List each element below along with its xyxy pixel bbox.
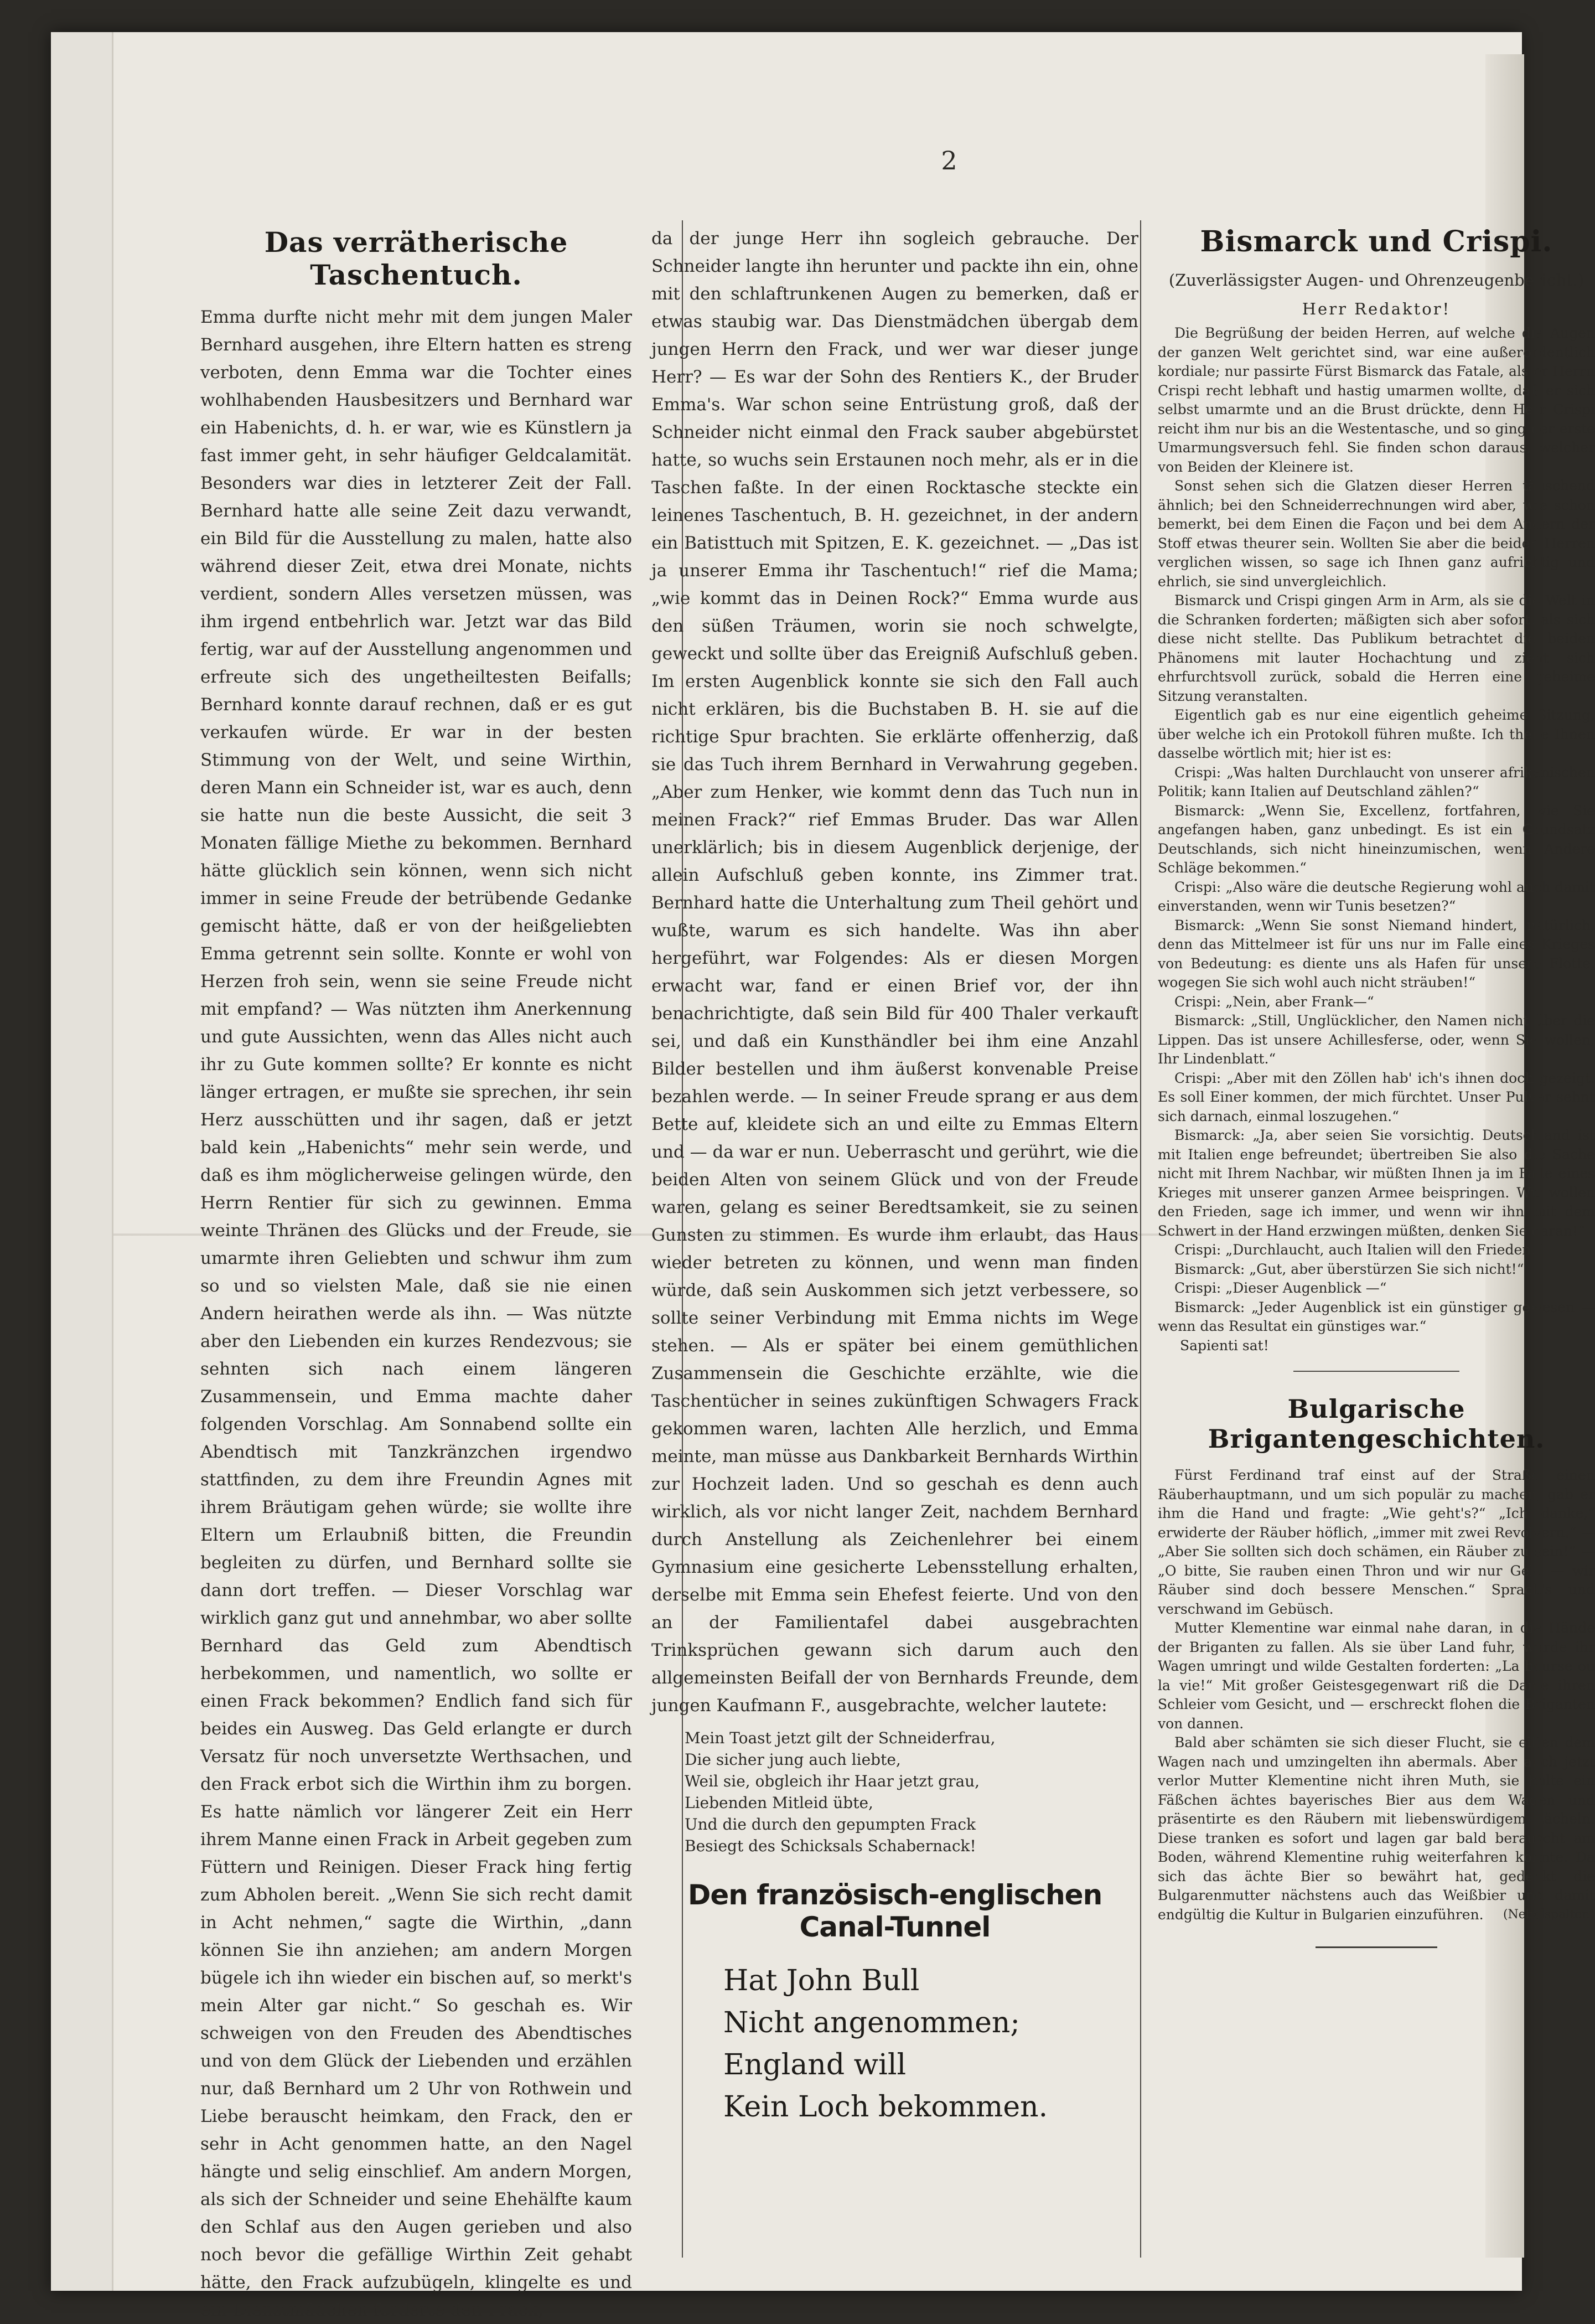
article-body-part2: da der junge Herr ihn sogleich gebrauche. Der Schneider langte ihn herunter und packte ihn ein, ohne mit den schlaftrunkenen Augen zu bemerken, daß er etwas staubig war. Das Dienstmädchen übergab dem jungen Herrn den Frack, und wer war dieser junge Herr? — Es war der Sohn des Rentiers K., der Bruder Emma's. War schon seine Entrüstung groß, daß der Schneider nicht einmal den Frack sauber abgebürstet hatte, so wuchs sein Erstaunen noch mehr, als er in die Taschen faßte. In der einen Rocktasche steckte ein leinenes Taschentuch, B. H. gezeichnet, in der andern ein Batisttuch mit Spitzen, E. K. gezeichnet. — „Das ist ja unserer Emma ihr Taschentuch!“ rief die Mama; „wie kommt das in Deinen Rock?“ Emma wurde aus den süßen Träumen, worin sie noch schwelgte, geweckt und sollte über das Ereigniß Aufschluß geben. Im ersten Augenblick konnte sie sich den Fall auch nicht erklären, bis die Buchstaben B. H. sie auf die richtige Spur brachten. Sie erklärte offenherzig, daß sie das Tuch ihrem Bernhard in Verwahrung gegeben. „Aber zum Henker, wie kommt denn das Tuch nun in meinen Frack?“ rief Emmas Bruder. Das war Allen unerklärlich; bis in diesem Augenblick derjenige, der allein Aufschluß geben konnte, ins Zimmer trat. Bernhard hatte die Unterhaltung zum Theil gehört und wußte, warum es sich handelte. Was ihn aber hergeführt, war Folgendes: Als er diesen Morgen erwacht war, fand er einen Brief vor, der ihn benachrichtigte, daß sein Bild für 400 Thaler verkauft sei, und daß ein Kunsthändler bei ihm eine Anzahl Bilder bestellen und ihm äußerst konvenable Preise bezahlen werde. — In seiner Freude sprang er aus dem Bette auf, kleidete sich an und eilte zu Emmas Eltern und — da war er nun. Ueberrascht und gerührt, wie die beiden Alten von seinem Glück und von der Freude waren, gelang es seiner Beredtsamkeit, sie zu seinen Gunsten zu stimmen. Es wurde ihm erlaubt, das Haus wieder betreten zu können, und wenn man finden würde, daß sein Auskommen sich jetzt verbessere, so sollte seiner Verbindung mit Emma nichts im Wege stehen. — Als er später bei einem gemüthlichen Zusammensein die Geschichte erzählte, wie die Taschentücher in seines zukünftigen Schwagers Frack gekommen waren, lachten Alle herzlich, und Emma meinte, man müsse aus Dankbarkeit Bernhards Wirthin zur Hochzeit laden. Und so geschah es denn auch wirklich, als vor nicht langer Zeit, nachdem Bernhard durch Anstellung als Zeichenlehrer bei einem Gymnasium eine gesicherte Lebensstellung erhalten, derselbe mit Emma sein Ehefest feierte. Und von den an der Familientafel dabei ausgebrachten Trinksprüchen gewann sich darum auch den allgemeinsten Beifall der von Bernhards Freunde, dem jungen Kaufmann F., ausgebrachte, welcher lautete:	[651, 229, 1138, 1716]
bismarck-paragraph: Bismarck und Crispi gingen Arm in Arm, als sie die Welt in die Schranken forderten; mäßigten sich aber sofort, als sich diese nicht stellte. Das Publikum betrachtet die beiden Phänomens mit lauter Hochachtung und zieht sich ehrfurchtsvoll zurück, sobald die Herren eine geheime Sitzung veranstalten.	[1158, 592, 1595, 704]
article-body-part1: Emma durfte nicht mehr mit dem jungen Maler Bernhard ausgehen, ihre Eltern hatten es streng verboten, denn Emma war die Tochter eines wohlhabenden Hausbesitzers und Bernhard war ein Habenichts, d. h. er war, wie es Künstlern ja fast immer geht, in sehr häufiger Geldcalamität. Besonders war dies in letzterer Zeit der Fall. Bernhard hatte alle seine Zeit dazu verwandt, ein Bild für die Ausstellung zu malen, hatte also während dieser Zeit, etwa drei Monate, nichts verdient, sondern Alles versetzen müssen, was ihm irgend entbehrlich war. Jetzt war das Bild fertig, war auf der Ausstellung angenommen und erfreute sich des ungetheiltesten Beifalls; Bernhard konnte darauf rechnen, daß er es gut verkaufen würde. Er war in der besten Stimmung von der Welt, und seine Wirthin, deren Mann ein Schneider ist, war es auch, denn sie hatte nun die beste Aussicht, die seit 3 Monaten fällige Miethe zu bekommen. Bernhard hätte glücklich sein können, wenn sich nicht immer in seine Freude der betrübende Gedanke gemischt hätte, daß er von der heißgeliebten Emma getrennt sein sollte. Konnte er wohl von Herzen froh sein, wenn sie seine Freude nicht mit empfand? — Was nützten ihm Anerkennung und gute Aussichten, wenn das Alles nicht auch ihr zu Gute kommen sollte? Er konnte es nicht länger ertragen, er mußte sie sprechen, ihr sein Herz ausschütten und ihr sagen, daß er jetzt bald kein „Habenichts“ mehr sein werde, und daß es ihm möglicherweise gelingen würde, den Herrn Rentier für sich zu gewinnen. Emma weinte Thränen des Glücks und der Freude, sie umarmte ihren Geliebten und schwur ihm zum so und so vielsten Male, daß sie nie einen Andern heirathen werde als ihn. — Was nützte aber den Liebenden ein kurzes Rendezvous; sie sehnten sich nach einem längeren Zusammensein, und Emma machte daher folgenden Vorschlag. Am Sonnabend sollte ein Abendtisch mit Tanzkränzchen irgendwo stattfinden, zu dem ihre Freundin Agnes mit ihrem Bräutigam gehen würde; sie wollte ihre Eltern um Erlaubniß bitten, die Freundin begleiten zu dürfen, und Bernhard sollte sie dann dort treffen. — Dieser Vorschlag war wirklich ganz gut und annehmbar, wo aber sollte Bernhard das Geld zum Abendtisch herbekommen, und namentlich, wo sollte er einen Frack bekommen? Endlich fand sich für beides ein Ausweg. Das Geld erlangte er durch Versatz für noch unversetzte Werthsachen, und den Frack erbot sich die Wirthin ihm zu borgen. Es hatte nämlich vor längerer Zeit ein Herr ihrem Manne einen Frack in Arbeit gegeben zum Füttern und Reinigen. Dieser Frack hing fertig zum Abholen bereit. „Wenn Sie sich recht damit in Acht nehmen,“ sagte die Wirthin, „dann können Sie ihn anziehen; am andern Morgen bügele ich ihn wieder ein bischen auf, so merkt's mein Alter gar nicht.“ So geschah es. Wir schweigen von den Freuden des Abendtisches und von dem Glück der Liebenden und erzählen nur, daß Bernhard um 2 Uhr von Rothwein und Liebe berauscht heimkam, den Frack, den er sehr in Acht genommen hatte, an den Nagel hängte und selig einschlief. Am andern Morgen, als sich der Schneider und seine Ehehälfte kaum den Schlaf aus den Augen gerieben und also noch bevor die gefällige Wirthin Zeit gehabt hätte, den Frack aufzubügeln, klingelte es und ein Dienstmädchen forderte den Frack,	[200, 307, 632, 2320]
dialogue-line: Bismarck: „Still, Unglücklicher, den Namen nicht über die Lippen. Das ist unsere Achillesferse, oder, wenn Sie wollen, Ihr Lindenblatt.“	[1158, 1013, 1595, 1067]
verse-line: Und die durch den gepumpten Frack	[685, 1815, 976, 1834]
column-middle	[651, 215, 1138, 2252]
dialogue-line: Bismarck: „Jeder Augenblick ist ein günstiger gewesen — wenn das Resultat ein günstiges war.“	[1158, 1299, 1595, 1334]
toast-verse	[685, 1727, 1138, 1857]
dialogue	[1158, 763, 1595, 1336]
dialogue-line: Bismarck: „Wenn Sie, Excellenz, fortfahren, wie Sie angefangen haben, ganz unbedingt. Es ist ein Grundsatz Deutschlands, sich nicht hineinzumischen, wenn Andere Schläge bekommen.“	[1158, 802, 1595, 876]
dialogue-line: Crispi: „Dieser Augenblick —“	[1174, 1280, 1387, 1296]
brigands-paragraph-text: Bald aber schämten sie sich dieser Flucht, sie eilten dem Wagen nach und umzingelten ihn abermals. Aber auch jetzt verlor Mutter Klementine nicht ihren Muth, sie holte ein Fäßchen ächtes bayerisches Bier aus dem Wagen und präsentirte es den Räubern mit liebenswürdigem Lächeln. Diese tranken es sofort und lagen gar bald berauscht am Boden, während Klementine ruhig weiterfahren konnte. Da sich das ächte Bier so bewährt hat, gedenkt die Bulgarenmutter nächstens auch das Weißbier und damit endgültig die Kultur in Bulgarien einzuführen.	[1158, 1734, 1595, 1923]
salutation: Herr Redaktor!	[1302, 299, 1451, 318]
brigands-body	[1158, 1466, 1595, 1924]
verse-line: Die sicher jung auch liebte,	[685, 1750, 901, 1769]
verse-line: Besiegt des Schicksals Schabernack!	[685, 1837, 976, 1855]
canal-line: Nicht angenommen;	[723, 2006, 1020, 2039]
brigands-paragraph: Mutter Klementine war einmal nahe daran, in die Hände der Briganten zu fallen. Als sie über Land fuhr, wurde ihr Wagen umringt und wilde Gestalten forderten: „La bourse ou la vie!“ Mit großer Geistesgegenwart riß die Dame ihren Schleier vom Gesicht, und — erschreckt flohen die Briganten von dannen.	[1158, 1620, 1595, 1732]
verse-line: Liebenden Mitleid übte,	[685, 1794, 873, 1812]
dialogue-line: Bismarck: „Wenn Sie sonst Niemand hindert, natürlich, denn das Mittelmeer ist für uns nur im Falle eines Krieges von Bedeutung: es diente uns als Hafen für unsere Flotte, wogegen Sie sich wohl auch nicht sträuben!“	[1158, 917, 1595, 990]
verse-line: Mein Toast jetzt gilt der Schneiderfrau,	[685, 1729, 996, 1747]
end-rule	[1316, 1946, 1437, 1948]
dialogue-line: Crispi: „Also wäre die deutsche Regierung wohl auch damit einverstanden, wenn wir Tunis besetzen?“	[1158, 879, 1595, 914]
article-title-taschentuch: Das verrätherische Taschentuch.	[264, 226, 568, 291]
brigands-paragraph	[1158, 1733, 1595, 1924]
source-credit: (Nebelspalter.)	[1503, 1907, 1595, 1922]
bismarck-paragraph: Sonst sehen sich die Glatzen dieser Herren täuschend ähnlich; bei den Schneiderrechnungen wird aber, wie schon bemerkt, bei dem Einen die Façon und bei dem Andern der Stoff etwas theurer sein. Wollten Sie aber die beiden Herren verglichen wissen, so sage ich Ihnen ganz aufrichtig und ehrlich, sie sind unvergleichlich.	[1158, 478, 1595, 590]
canal-tunnel-title: Den französisch-englischen Canal-Tunnel	[687, 1879, 1102, 1943]
dialogue-line: Crispi: „Nein, aber Frank—“	[1174, 993, 1374, 1010]
dialogue-line: Bismarck: „Gut, aber überstürzen Sie sich nicht!“	[1174, 1261, 1524, 1277]
article-subtitle: (Zuverlässigster Augen- und Ohrenzeugenbericht.)	[1168, 271, 1584, 290]
dialogue-line: Crispi: „Durchlaucht, auch Italien will den Frieden.“	[1174, 1242, 1543, 1258]
dialogue-line: Crispi: „Aber mit den Zöllen hab' ich's ihnen doch gezeigt. Es soll Einer kommen, der mich fürchtet. Unser Pulver sehnt sich darnach, einmal loszugehen.“	[1158, 1070, 1595, 1124]
page-number: 2	[941, 146, 957, 175]
canal-line: Kein Loch bekommen.	[723, 2090, 1048, 2124]
dialogue-line: Crispi: „Was halten Durchlaucht von unserer afrikanischen Politik; kann Italien auf Deutschland zählen?“	[1158, 764, 1595, 799]
column-rule-right	[1140, 220, 1141, 2258]
section-divider	[1293, 1371, 1459, 1372]
column-left	[200, 215, 632, 2320]
closing-phrase: Sapienti sat!	[1180, 1337, 1269, 1354]
canal-tunnel-verse	[723, 1960, 1138, 2128]
paper-sheet	[51, 32, 1595, 2320]
verse-line: Weil sie, obgleich ihr Haar jetzt grau,	[685, 1772, 980, 1790]
column-right	[1158, 215, 1595, 2252]
brigands-paragraph: Fürst Ferdinand traf einst auf der Straße einen Räuberhauptmann, und um sich populär zu machen, gab er ihm die Hand und fragte: „Wie geht's?“ „Ich danke,“ erwiderte der Räuber höflich, „immer mit zwei Revolvern.“ — „Aber Sie sollten sich doch schämen, ein Räuber zu sein!“ — „O bitte, Sie rauben einen Thron und wir nur Geld — wir Räuber sind doch bessere Menschen.“ Sprach's und verschwand im Gebüsch.	[1158, 1467, 1595, 1617]
article-title-bismarck: Bismarck und Crispi.	[1200, 225, 1553, 259]
canal-line: England will	[723, 2048, 907, 2082]
article-title-brigands: Bulgarische Brigantengeschichten.	[1208, 1394, 1545, 1454]
bismarck-paragraph: Eigentlich gab es nur eine eigentlich geheime Sitzung, über welche ich ein Protokoll führen mußte. Ich theile Ihnen dasselbe wörtlich mit; hier ist es:	[1158, 707, 1595, 761]
canal-line: Hat John Bull	[723, 1964, 920, 1997]
bismarck-paragraph: Die Begrüßung der beiden Herren, auf welche die Augen der ganzen Welt gerichtet sind, war eine außerordentlich kordiale; nur passirte Fürst Bismarck das Fatale, als er Herrn Crispi recht lebhaft und hastig umarmen wollte, daß er sich selbst umarmte und an die Brust drückte, denn Herr Crispi reicht ihm nur bis an die Westentasche, und so ging der erste Umarmungsversuch fehl. Sie finden schon daraus, welcher von Beiden der Kleinere ist.	[1158, 325, 1595, 475]
dialogue-line: Bismarck: „Ja, aber seien Sie vorsichtig. Deutschland ist mit Italien enge befreundet; übertreiben Sie also die Sache nicht mit Ihrem Nachbar, wir müßten Ihnen ja im Falle eines Krieges mit unserer ganzen Armee beispringen. Wir wollen den Frieden, sage ich immer, und wenn wir ihn mit dem Schwert in der Hand erzwingen müßten, denken Sie daran!“	[1158, 1127, 1595, 1239]
